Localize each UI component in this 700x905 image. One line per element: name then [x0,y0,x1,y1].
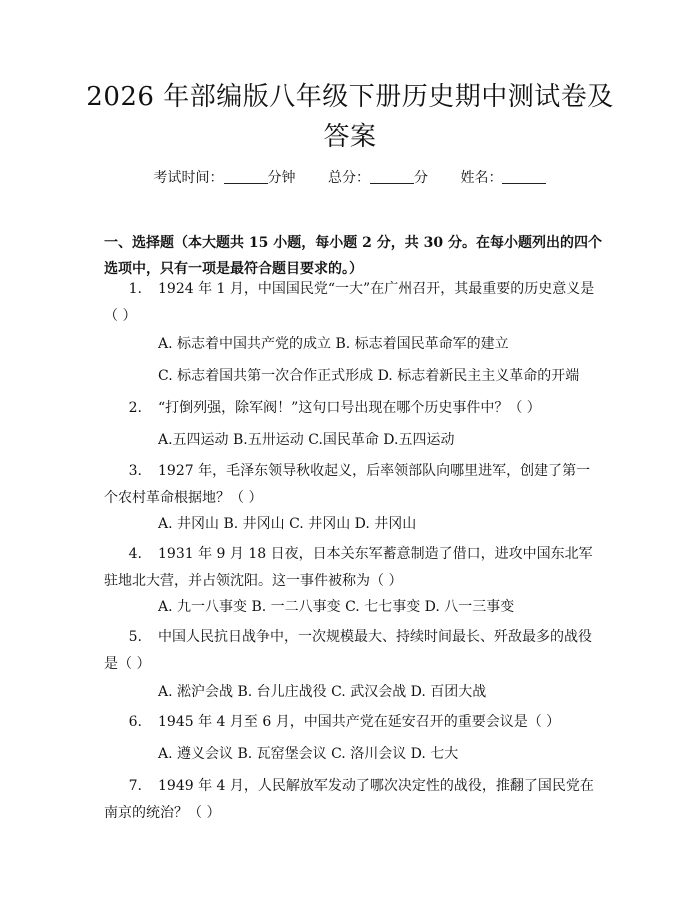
page-title: 2026 年部编版八年级下册历史期中测试卷及 [86,82,614,112]
name-blank [502,169,546,184]
question-2-options: A.五四运动 B.五卅运动 C.国民革命 D.五四运动 [158,432,455,448]
question-2: 2. “打倒列强，除军阀！”这句口号出现在哪个历史事件中？（ ） [128,400,541,416]
question-4: 4. 1931 年 9 月 18 日夜，日本关东军蓄意制造了借口，进攻中国东北军驻地北大营，并占领沈阳。这一事件被称为（ ） [104,546,593,589]
section-heading: 一、选择题（本大题共 15 小题，每小题 2 分，共 30 分。在每小题列出的四个选项中，只有一项是最符合题目要求的。） [104,235,602,277]
time-blank [224,169,268,184]
question-5-options: A. 淞沪会战 B. 台儿庄战役 C. 武汉会战 D. 百团大战 [158,684,487,700]
question-1-options-line-2: C. 标志着国共第一次合作正式形成 D. 标志着新民主主义革命的开端 [158,368,580,384]
question-5: 5. 中国人民抗日战争中，一次规模最大、持续时间最长、歼敌最多的战役是（ ） [104,629,592,672]
question-3-options: A. 井冈山 B. 井冈山 C. 井冈山 D. 井冈山 [158,516,417,532]
question-6-options: A. 遵义会议 B. 瓦窑堡会议 C. 洛川会议 D. 七大 [158,746,459,762]
question-4-options: A. 九一八事变 B. 一二八事变 C. 七七事变 D. 八一三事变 [158,599,515,615]
question-7: 7. 1949 年 4 月，人民解放军发动了哪次决定性的战役，推翻了国民党在南京的统治？（ ） [104,778,594,821]
page-title-continued: 答案 [323,122,377,152]
exam-score: 总分： 分 [328,170,428,186]
question-1-options-line-1: A. 标志着中国共产党的成立 B. 标志着国民革命军的建立 [158,336,509,352]
exam-name: 姓名： [460,170,546,186]
question-3: 3. 1927 年，毛泽东领导秋收起义，后率领部队向哪里进军，创建了第一个农村革命根据地？（ ） [104,463,591,506]
exam-meta [0,168,700,188]
score-blank [370,169,414,184]
exam-time: 考试时间： 分钟 [153,170,296,186]
question-6: 6. 1945 年 4 月至 6 月，中国共产党在延安召开的重要会议是（ ） [128,714,561,730]
question-1: 1. 1924 年 1 月，中国国民党“一大”在广州召开，其最重要的历史意义是（ ） [104,281,595,324]
